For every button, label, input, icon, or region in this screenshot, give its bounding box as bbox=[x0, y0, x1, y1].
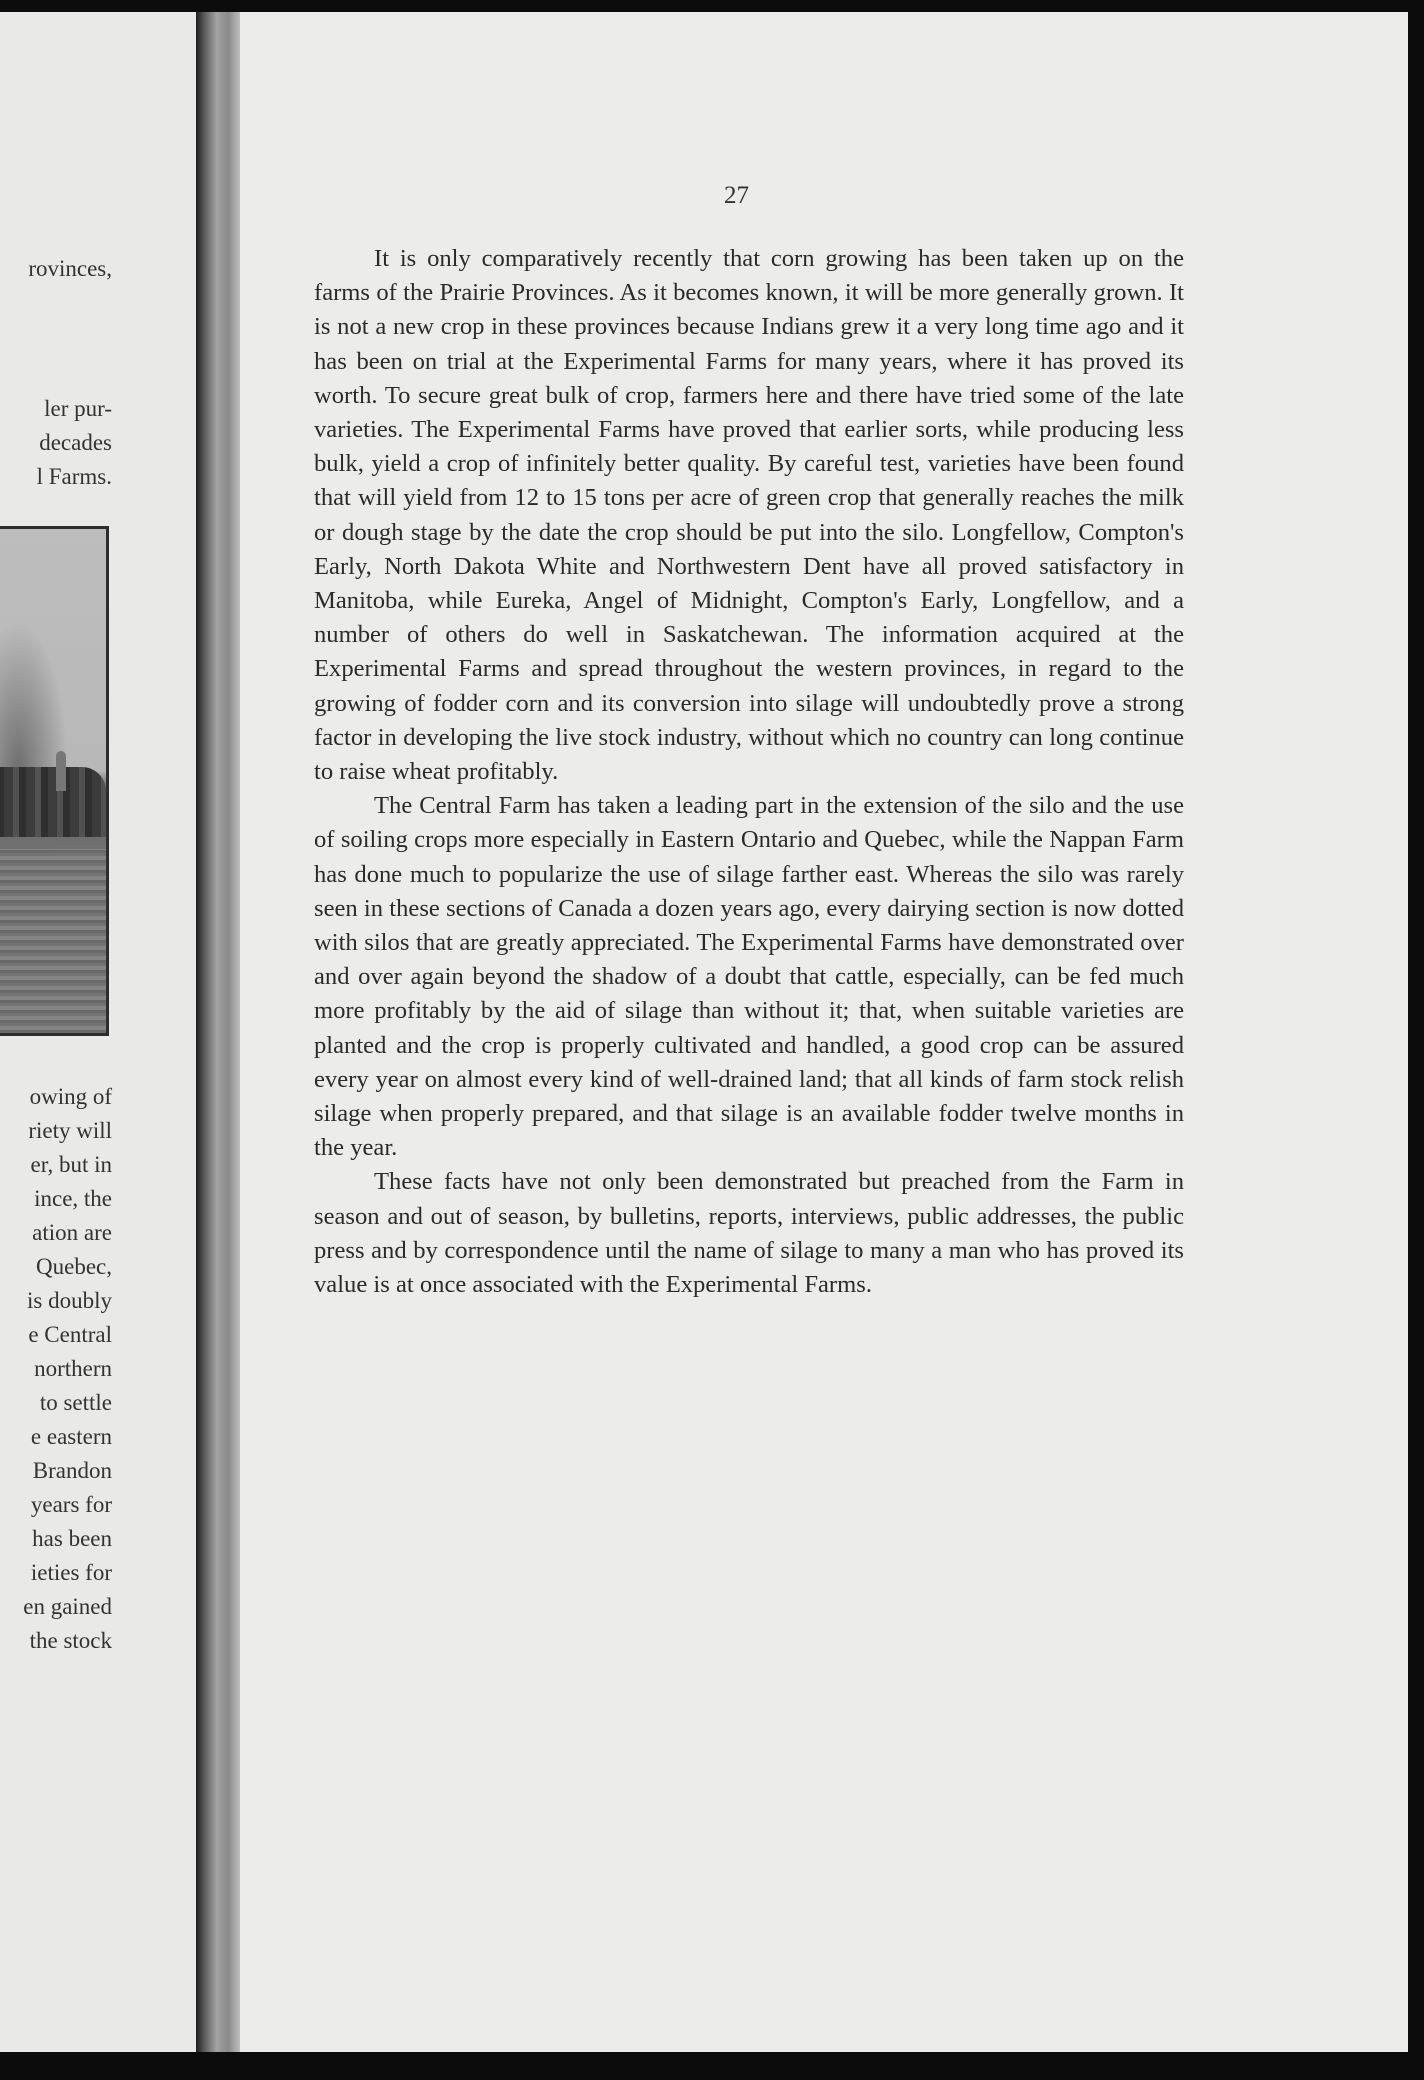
left-page-line: Quebec, bbox=[36, 1254, 112, 1279]
page-number: 27 bbox=[724, 182, 749, 209]
paragraph: The Central Farm has taken a leading part in the extension of the silo and the use of soiling crops more especially in Eastern Ontario and Quebec, while the Nappan Farm has done much to popularize the use of silage farther east. Whereas the silo was rarely seen in these sections of Canada a dozen years ago, every dairying section is now dotted with silos that are greatly appreciated. The Experimental Farms have demonstrated over and over again beyond the shadow of a doubt that cattle, especially, can be fed much more profitably by the aid of silage than without it; that, when suitable varieties are planted and the crop is properly cultivated and handled, a good crop can be assured every year on almost every kind of well-drained land; that all kinds of farm stock relish silage when properly prepared, and that silage is an available fodder twelve months in the year. bbox=[314, 792, 1184, 1162]
left-facing-page bbox=[0, 12, 208, 2052]
left-page-line: is doubly bbox=[27, 1288, 112, 1313]
left-page-line: ler pur- bbox=[44, 396, 112, 421]
farm-photograph bbox=[0, 526, 109, 1036]
left-page-line: owing of bbox=[29, 1084, 112, 1109]
left-page-line: Brandon bbox=[32, 1458, 112, 1483]
left-page-line: northern bbox=[34, 1356, 112, 1381]
left-page-line: l Farms. bbox=[36, 464, 112, 489]
left-page-line: e Central bbox=[28, 1322, 112, 1347]
left-page-line: to settle bbox=[39, 1390, 112, 1415]
left-page-line: years for bbox=[30, 1492, 112, 1517]
left-page-line: decades bbox=[39, 430, 112, 455]
body-text bbox=[314, 242, 1184, 1302]
left-page-line: ieties for bbox=[30, 1560, 112, 1585]
left-page-line: en gained bbox=[23, 1594, 112, 1619]
left-page-line: ince, the bbox=[34, 1186, 112, 1211]
paragraph: It is only comparatively recently that corn growing has been taken up on the farms of the Prairie Provinces. As it becomes known, it will be more generally grown. It is not a new crop in these provinces because Indians grew it a very long time ago and it has been on trial at the Experimental Farms for many years, where it has proved its worth. To secure great bulk of crop, farmers here and there have tried some of the late varieties. The Experimental Farms have proved that earlier sorts, while producing less bulk, yield a crop of infinitely better quality. By careful test, varieties have been found that will yield from 12 to 15 tons per acre of green crop that generally reaches the milk or dough stage by the date the crop should be put into the silo. Longfellow, Compton's Early, North Dakota White and Northwestern Dent have all proved satisfactory in Manitoba, while Eureka, Angel of Midnight, Compton's Early, Longfellow, and a number of others do well in Saskatchewan. The information acquired at the Experimental Farms and spread throughout the western provinces, in regard to the growing of fodder corn and its conversion into silage will undoubtedly prove a strong factor in developing the live stock industry, without which no country can long continue to raise wheat profitably. bbox=[314, 245, 1184, 786]
left-page-line: has been bbox=[32, 1526, 112, 1551]
book-gutter bbox=[196, 12, 242, 2052]
left-page-line: rovinces, bbox=[28, 256, 112, 281]
left-page-line: e eastern bbox=[30, 1424, 112, 1449]
tree-line bbox=[0, 767, 106, 837]
left-page-line: er, but in bbox=[30, 1152, 112, 1177]
left-page-line: riety will bbox=[28, 1118, 112, 1143]
left-page-line: the stock bbox=[29, 1628, 112, 1653]
building-spire bbox=[56, 751, 66, 791]
paragraph: These facts have not only been demonstrated but preached from the Farm in season and out of season, by bulletins, reports, interviews, public addresses, the public press and by correspondence until the name of silage to many a man who has proved its value is at once associated with the Experimental Farms. bbox=[314, 1168, 1184, 1299]
left-page-line: ation are bbox=[32, 1220, 112, 1245]
crop-field bbox=[0, 849, 106, 1033]
